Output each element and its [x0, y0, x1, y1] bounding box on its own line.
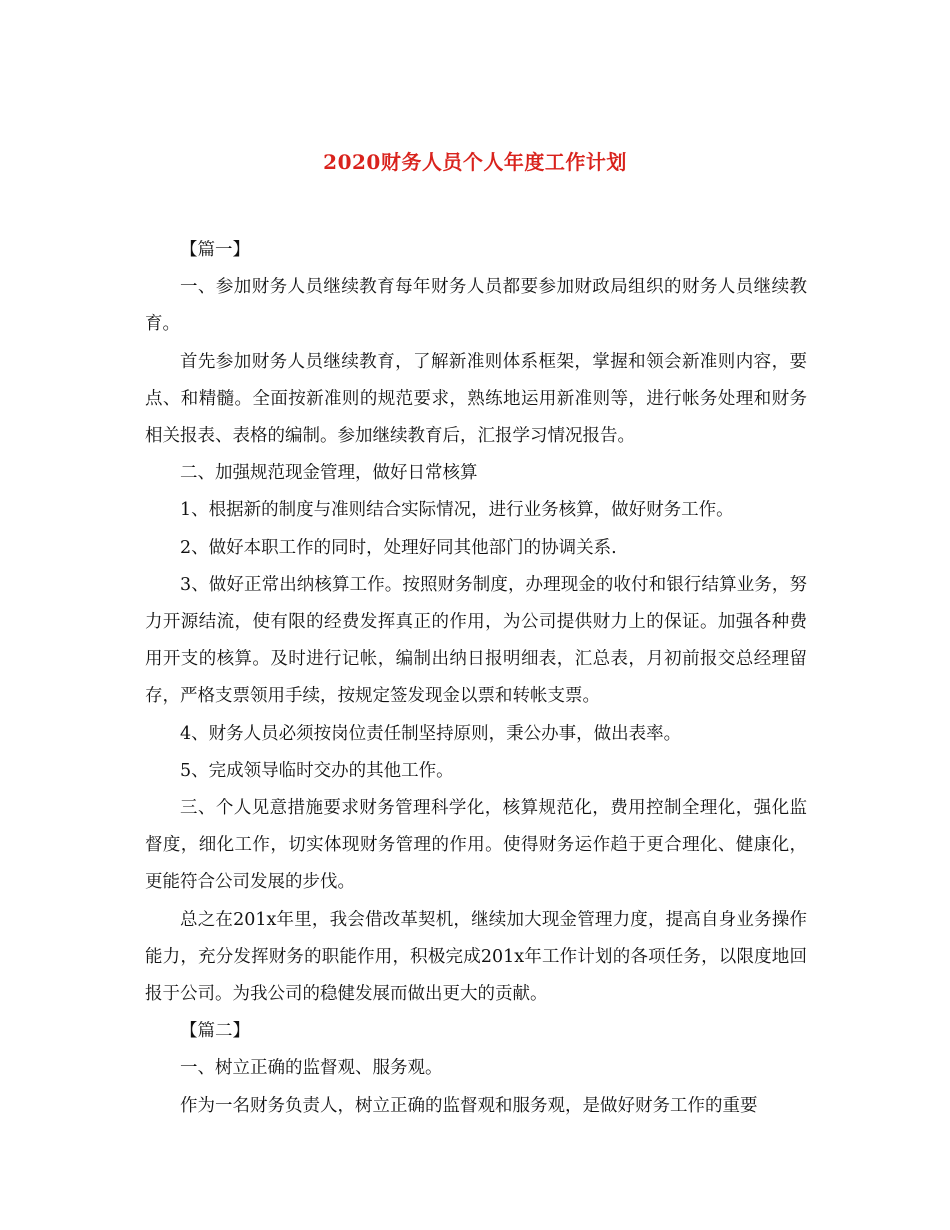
paragraph: 作为一名财务负责人，树立正确的监督观和服务观，是做好财务工作的重要: [180, 1095, 758, 1116]
paragraph: 4、财务人员必须按岗位责任制坚持原则，秉公办事，做出表率。: [180, 723, 682, 744]
document-title: 2020财务人员个人年度工作计划: [323, 150, 627, 174]
document-body: [145, 232, 807, 1125]
paragraph: 首先参加财务人员继续教育，了解新准则体系框架，掌握和领会新准则内容，要点、和精髓。全面按新准则的规范要求，熟练地运用新准则等，进行帐务处理和财务相关报表、表格的编制。参加继续教育后，汇报学习情况报告。: [145, 351, 807, 447]
paragraph: 2、做好本职工作的同时，处理好同其他部门的协调关系.: [180, 537, 617, 558]
paragraph: 一、参加财务人员继续教育每年财务人员都要参加财政局组织的财务人员继续教育。: [145, 277, 807, 335]
paragraph: 5、完成领导临时交办的其他工作。: [180, 760, 454, 781]
section-heading-1: 【篇一】: [180, 240, 250, 260]
paragraph: 1、根据新的制度与准则结合实际情况，进行业务核算，做好财务工作。: [180, 500, 734, 521]
paragraph: 一、树立正确的监督观、服务观。: [180, 1058, 443, 1079]
section-heading-2: 【篇二】: [180, 1021, 250, 1042]
paragraph: 总之在201x年里，我会借改革契机，继续加大现金管理力度，提高自身业务操作能力，充分发挥财务的职能作用，积极完成201x年工作计划的各项任务，以限度地回报于公司。为我公司的稳健发展而做出更大的贡献。: [145, 909, 807, 1005]
paragraph: 3、做好正常出纳核算工作。按照财务制度，办理现金的收付和银行结算业务，努力开源结流，使有限的经费发挥真正的作用，为公司提供财力上的保证。加强各种费用开支的核算。及时进行记帐，编制出纳日报明细表，汇总表，月初前报交总经理留存，严格支票领用手续，按规定签发现金以票和转帐支票。: [145, 574, 807, 707]
paragraph: 三、个人见意措施要求财务管理科学化，核算规范化，费用控制全理化，强化监督度，细化工作，切实体现财务管理的作用。使得财务运作趋于更合理化、健康化，更能符合公司发展的步伐。: [145, 798, 807, 893]
paragraph: 二、加强规范现金管理，做好日常核算: [180, 463, 478, 484]
